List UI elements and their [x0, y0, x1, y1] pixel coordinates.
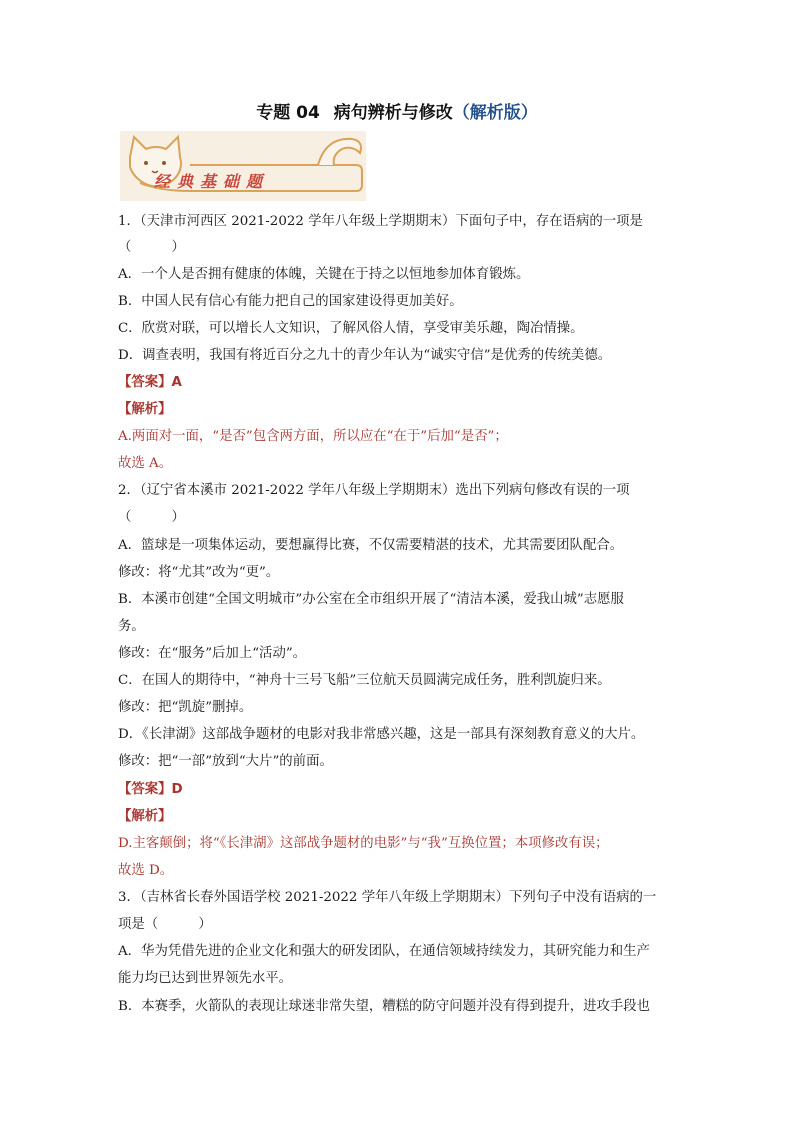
question-1-option-c: C．欣赏对联，可以增长人文知识，了解风俗人情，享受审美乐趣，陶冶情操。 [118, 321, 584, 336]
question-1-stem: 1．（天津市河西区 2021-2022 学年八年级上学期期末）下面句子中，存在语病的一项是 [118, 214, 643, 229]
banner-label: 经典基础题 [154, 172, 270, 191]
question-3-option-b: B．本赛季，火箭队的表现让球迷非常失望，糟糕的防守问题并没有得到提升，进攻手段也 [118, 999, 651, 1014]
question-2-fix-a: 修改：将“尤其”改为“更”。 [118, 565, 280, 580]
question-2-conclusion: 故选 D。 [118, 863, 174, 878]
question-1-analysis: A.两面对一面，“是否”包含两方面，所以应在“在于”后加“是否”； [118, 429, 508, 444]
question-1-answer: 【答案】A [118, 375, 182, 390]
question-2-fix-b: 修改：在“服务”后加上“活动”。 [118, 646, 307, 661]
title-number: 专题 04 [256, 103, 320, 123]
question-2-option-a: A．篮球是一项集体运动，要想赢得比赛，不仅需要精湛的技术，尤其需要团队配合。 [118, 538, 624, 553]
question-2-stem: 2．（辽宁省本溪市 2021-2022 学年八年级上学期期末）选出下列病句修改有误的一项 [118, 483, 630, 498]
question-3-option-a-cont: 能力均已达到世界领先水平。 [118, 971, 293, 986]
question-2-option-d: D．《长津湖》这部战争题材的电影对我非常感兴趣，这是一部具有深刻教育意义的大片。 [118, 727, 645, 742]
question-2-option-c: C．在国人的期待中，“神舟十三号飞船”三位航天员圆满完成任务，胜利凯旋归来。 [118, 673, 611, 688]
question-2-analysis: D.主客颠倒；将“《长津湖》这部战争题材的电影”与“我”互换位置；本项修改有误； [118, 836, 609, 851]
question-3-stem: 3．（吉林省长春外国语学校 2021-2022 学年八年级上学期期末）下列句子中没有语病的一 [118, 890, 657, 905]
question-2-fix-c: 修改：把“凯旋”删掉。 [118, 700, 253, 715]
question-3-option-a: A．华为凭借先进的企业文化和强大的研发团队，在通信领域持续发力，其研究能力和生产 [118, 944, 650, 959]
question-2-blank: （ ） [118, 510, 185, 525]
question-1-option-d: D．调查表明，我国有将近百分之九十的青少年认为“诚实守信”是优秀的传统美德。 [118, 348, 612, 363]
question-1-option-a: A．一个人是否拥有健康的体魄，关键在于持之以恒地参加体育锻炼。 [118, 267, 530, 282]
question-2-answer: 【答案】D [118, 782, 183, 797]
question-1-blank: （ ） [118, 240, 185, 255]
question-2-analysis-label: 【解析】 [118, 809, 172, 824]
page-title [0, 98, 794, 123]
question-1-conclusion: 故选 A。 [118, 456, 173, 471]
question-1-analysis-label: 【解析】 [118, 402, 172, 417]
question-2-fix-d: 修改：把“一部”放到“大片”的前面。 [118, 754, 333, 769]
question-2-option-b: B．本溪市创建“全国文明城市”办公室在全市组织开展了“清洁本溪，爱我山城”志愿服 [118, 592, 624, 607]
question-3-stem-cont: 项是（ ） [118, 917, 212, 932]
title-suffix: （解析版） [452, 103, 538, 123]
section-banner [120, 131, 366, 201]
title-topic: 病句辨析与修改 [333, 103, 453, 123]
question-2-option-b-cont: 务。 [118, 619, 145, 634]
question-1-option-b: B．中国人民有信心有能力把自己的国家建设得更加美好。 [118, 294, 463, 309]
